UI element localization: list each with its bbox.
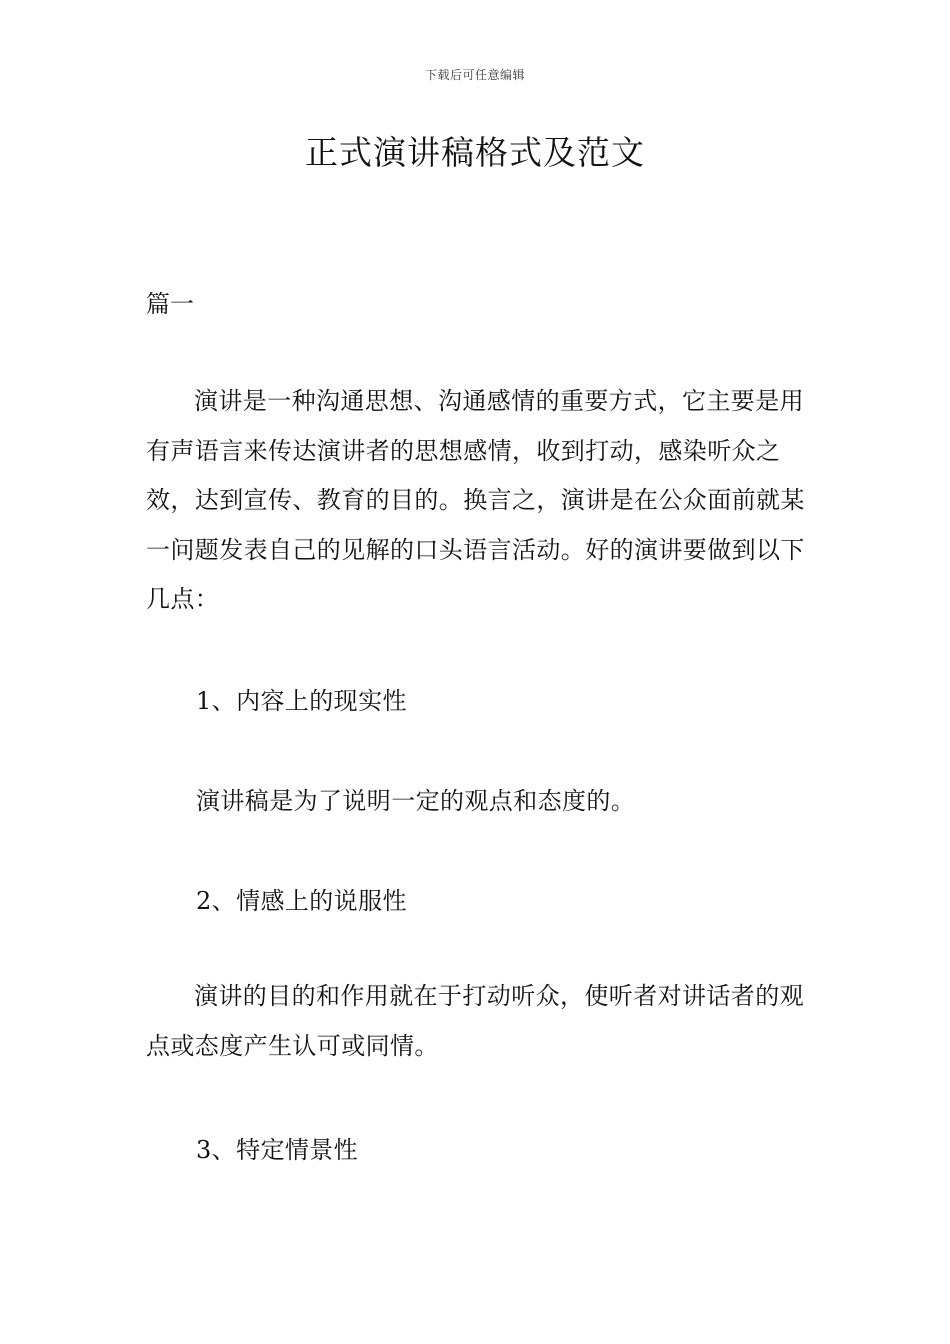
document-title: 正式演讲稿格式及范文 [305,133,645,172]
header-note: 下载后可任意编辑 [424,68,525,82]
point1-heading: 1、内容上的现实性 [196,687,407,715]
point3-heading: 3、特定情景性 [196,1136,359,1164]
point2-heading: 2、情感上的说服性 [196,887,407,915]
intro-paragraph: 演讲是一种沟通思想、沟通感情的重要方式，它主要是用有声语言来传达演讲者的思想感情，收到打动，感染听众之效，达到宣传、教育的目的。换言之，演讲是在公众面前就某一问题发表自己的见解的口头语言活动。好的演讲要做到以下几点： [146,387,805,613]
section-heading: 篇一 [146,290,194,318]
point2-text: 演讲的目的和作用就在于打动听众，使听者对讲话者的观点或态度产生认可或同情。 [146,982,804,1060]
point1-text: 演讲稿是为了说明一定的观点和态度的。 [196,787,636,815]
